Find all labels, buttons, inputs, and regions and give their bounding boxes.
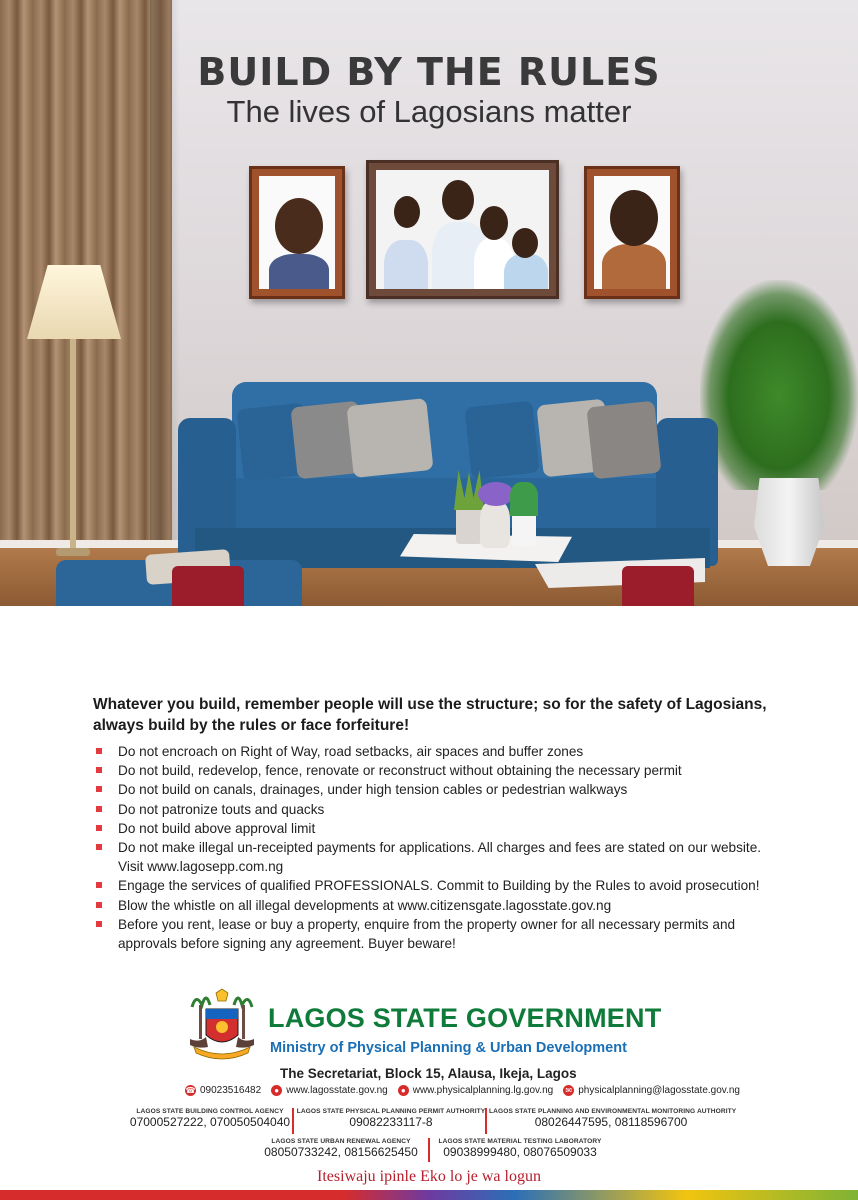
- agency-urban-renewal: LAGOS STATE URBAN RENEWAL AGENCY 08050733242, 08156625450: [264, 1138, 418, 1159]
- agency-environmental-monitoring: LAGOS STATE PLANNING AND ENVIRONMENTAL MONITORING AUTHORITY 08026447595, 08118596700: [489, 1108, 737, 1129]
- contact-row: [185, 1085, 750, 1096]
- contact-email[interactable]: physicalplanning@lagosstate.gov.ng: [578, 1085, 740, 1096]
- rule-item: Before you rent, lease or buy a property, enquire from the property owner for all necessary permits and approvals before signing any agreement. Buyer beware!: [96, 915, 786, 953]
- rule-item: Do not make illegal un-receipted payments for applications. All charges and fees are stated on our website. Visit www.lagosepp.com.ng: [96, 838, 786, 876]
- agency-material-testing: LAGOS STATE MATERIAL TESTING LABORATORY 09038999480, 08076509033: [438, 1138, 602, 1159]
- hero-title: BUILD BY THE RULES: [197, 50, 661, 94]
- rule-item: Do not encroach on Right of Way, road setbacks, air spaces and buffer zones: [96, 742, 786, 761]
- cushion: [464, 401, 539, 480]
- ministry-name: Ministry of Physical Planning & Urban Development: [270, 1040, 627, 1056]
- rule-item: Do not patronize touts and quacks: [96, 800, 786, 819]
- address: The Secretariat, Block 15, Alausa, Ikeja, Lagos: [280, 1066, 577, 1081]
- globe-icon: ●: [271, 1085, 282, 1096]
- rule-item: Do not build above approval limit: [96, 819, 786, 838]
- photo-frame-right: [584, 166, 680, 299]
- email-icon: ✉: [563, 1085, 574, 1096]
- phone-icon: ☎: [185, 1086, 196, 1095]
- rule-item: Do not build on canals, drainages, under high tension cables or pedestrian walkways: [96, 780, 786, 799]
- potted-plant: [700, 280, 858, 490]
- hero-subtitle: The lives of Lagosians matter: [226, 94, 632, 129]
- contact-website[interactable]: www.physicalplanning.lg.gov.ng: [412, 1085, 554, 1096]
- lagos-crest-icon: [186, 987, 258, 1063]
- state-motto: Itesiwaju ipinle Eko lo je wa logun: [317, 1168, 541, 1185]
- agency-permit-authority: LAGOS STATE PHYSICAL PLANNING PERMIT AUTHORITY 09082233117-8: [296, 1108, 486, 1129]
- rule-item: Engage the services of qualified PROFESSIONALS. Commit to Building by the Rules to avoid prosecution!: [96, 876, 786, 895]
- rule-item: Do not build, redevelop, fence, renovate or reconstruct without obtaining the necessary permit: [96, 761, 786, 780]
- globe-icon: ●: [398, 1085, 409, 1096]
- color-bar: [0, 1190, 858, 1200]
- contact-website[interactable]: www.lagosstate.gov.ng: [286, 1085, 388, 1096]
- lead-statement: Whatever you build, remember people will use the structure; so for the safety of Lagosians, always build by the rules or face forfeiture!: [93, 696, 767, 734]
- photo-frame-left: [249, 166, 345, 299]
- contact-phone[interactable]: 09023516482: [200, 1085, 262, 1096]
- photo-frame-family: [366, 160, 559, 299]
- cushion: [586, 401, 661, 480]
- cushion: [346, 398, 433, 478]
- rule-item: Blow the whistle on all illegal developments at www.citizensgate.lagosstate.gov.ng: [96, 896, 786, 915]
- government-title: LAGOS STATE GOVERNMENT: [268, 1003, 662, 1033]
- agency-building-control: LAGOS STATE BUILDING CONTROL AGENCY 07000527222, 070050504040: [129, 1108, 291, 1129]
- rules-list: [96, 742, 786, 953]
